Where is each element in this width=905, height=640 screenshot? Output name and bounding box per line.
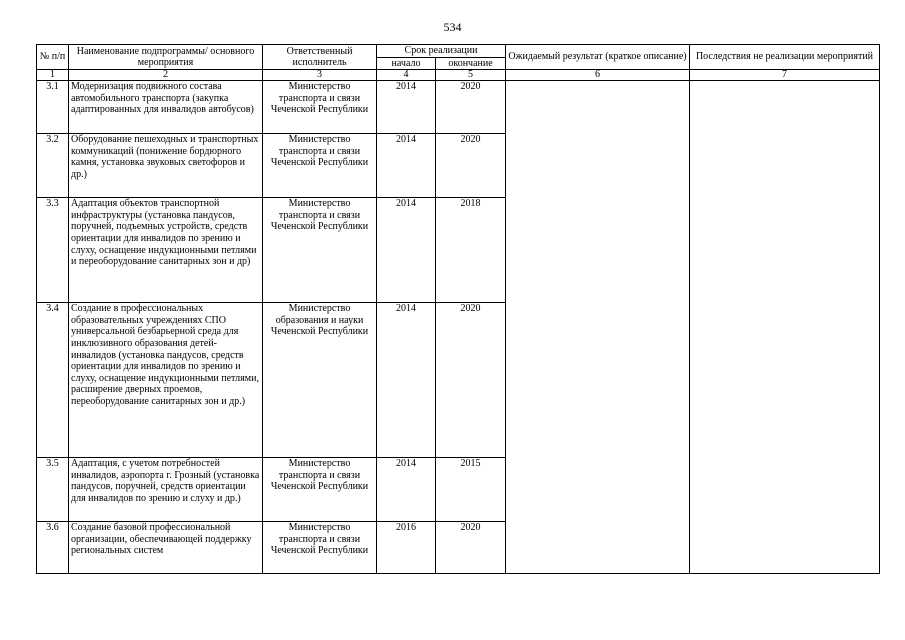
column-number: 5 xyxy=(436,70,506,81)
column-number: 6 xyxy=(506,70,690,81)
start-year: 2014 xyxy=(377,81,436,134)
header-end: окончание xyxy=(436,57,506,70)
header-start: начало xyxy=(377,57,436,70)
activity-name: Модернизация подвижного состава автомобильного транспорта (закупка адаптированных для инвалидов автобусов) xyxy=(69,81,263,134)
consequences-cell xyxy=(690,81,880,574)
start-year: 2014 xyxy=(377,303,436,458)
header-consequences: Последствия не реализации мероприятий xyxy=(690,45,880,70)
result-cell xyxy=(506,81,690,574)
executor: Министерство транспорта и связи Чеченской Республики xyxy=(263,522,377,574)
row-number: 3.1 xyxy=(37,81,69,134)
row-number: 3.6 xyxy=(37,522,69,574)
row-number: 3.4 xyxy=(37,303,69,458)
executor: Министерство транспорта и связи Чеченской Республики xyxy=(263,198,377,303)
end-year: 2020 xyxy=(436,522,506,574)
activity-name: Адаптация, с учетом потребностей инвалидов, аэропорта г. Грозный (установка пандусов, поручней, средств ориентации для инвалидов по зрению и слуху и др.) xyxy=(69,458,263,522)
table-row xyxy=(37,81,880,134)
executor: Министерство транспорта и связи Чеченской Республики xyxy=(263,134,377,198)
header-result: Ожидаемый результат (краткое описание) xyxy=(506,45,690,70)
activity-name: Адаптация объектов транспортной инфраструктуры (установка пандусов, поручней, подъемных устройств, средств ориентации для инвалидов по зрению и слуху, оснащение индукционными петлями и переоборудование санитарных зон и др) xyxy=(69,198,263,303)
activity-name: Создание в профессиональных образовательных учреждениях СПО универсальной безбарьерной среда для инклюзивного образования детей-инвалидов (установка пандусов, средств ориентации для инвалидов по зрению и слуху, оснащение индукционными петлями, расширение дверных проемов, переоборудование санитарных зон и др.) xyxy=(69,303,263,458)
column-number: 4 xyxy=(377,70,436,81)
page-number: 534 xyxy=(443,20,462,34)
column-number: 1 xyxy=(37,70,69,81)
activity-name: Оборудование пешеходных и транспортных коммуникаций (понижение бордюрного камня, установка звуковых светофоров и др.) xyxy=(69,134,263,198)
row-number: 3.2 xyxy=(37,134,69,198)
program-table xyxy=(36,44,880,574)
end-year: 2020 xyxy=(436,303,506,458)
column-number: 7 xyxy=(690,70,880,81)
executor: Министерство транспорта и связи Чеченской Республики xyxy=(263,458,377,522)
end-year: 2015 xyxy=(436,458,506,522)
column-number: 2 xyxy=(69,70,263,81)
header-executor: Ответственный исполнитель xyxy=(263,45,377,70)
header-no: № п/п xyxy=(37,45,69,70)
start-year: 2014 xyxy=(377,198,436,303)
row-number: 3.3 xyxy=(37,198,69,303)
start-year: 2016 xyxy=(377,522,436,574)
row-number: 3.5 xyxy=(37,458,69,522)
activity-name: Создание базовой профессиональной организации, обеспечивающей поддержку региональных систем xyxy=(69,522,263,574)
end-year: 2020 xyxy=(436,134,506,198)
executor: Министерство образования и науки Чеченской Республики xyxy=(263,303,377,458)
end-year: 2020 xyxy=(436,81,506,134)
end-year: 2018 xyxy=(436,198,506,303)
header-period: Срок реализации xyxy=(377,45,506,58)
executor: Министерство транспорта и связи Чеченской Республики xyxy=(263,81,377,134)
column-number-row xyxy=(37,70,880,81)
column-number: 3 xyxy=(263,70,377,81)
start-year: 2014 xyxy=(377,458,436,522)
start-year: 2014 xyxy=(377,134,436,198)
header-name: Наименование подпрограммы/ основного мероприятия xyxy=(69,45,263,70)
